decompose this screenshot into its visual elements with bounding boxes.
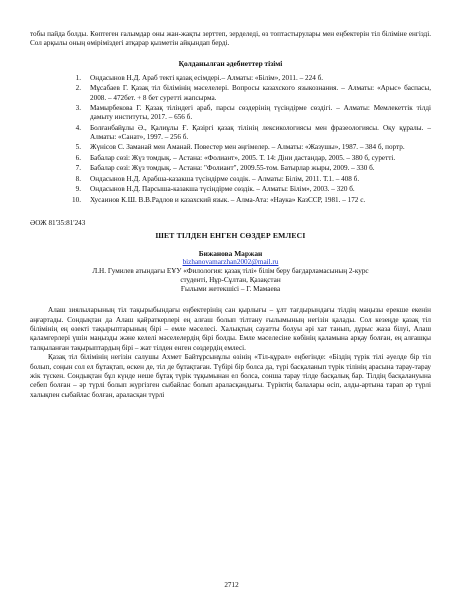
reference-item: 1. Ондасынов Н.Д. Араб тектi қазақ есімдері.– Алматы: «Білім», 2011. – 224 б. [75, 73, 324, 82]
references-heading: Қолданылған әдебиеттер тізімі [178, 58, 283, 68]
references-list [30, 74, 431, 205]
supervisor-line: Ғылыми жетекшісі – Г. Мамаева [180, 285, 281, 294]
article-body [30, 306, 431, 400]
reference-item: 9. Ондасынов Н.Д. Парсыша-казакша түсіндірме сөздік. – Алматы: Білім», 2003. – 320 б. [75, 185, 355, 194]
reference-item: 4. Болғанбайұлы Ә., Қалиұлы Ғ. Қазіргі қазақ тілінің лексикологиясы мен фразеологиясы. Оқу құралы. – Алматы: «Санат», 1997. – 256 б. [75, 123, 431, 141]
intro-paragraph: тобы пайда болды. Көптеген ғалымдар оны жан-жақты зерттеп, зерделеді, өз топтастырулары мен еңбектерін тіл біліміне енгізді. Сол арқылы оның өміріміздегі атқарар қызметін айқындап берді. [30, 30, 431, 48]
reference-item: 5. Жүнісов С. Заманай мен Аманай. Повестер мен әңгімелер. – Алматы: «Жазушы», 1987. – 384 б, портр. [75, 143, 405, 152]
author-email-link[interactable]: bizhanovamarzhan2002@mail.ru [182, 258, 279, 267]
reference-item: 2. Мұсабаев Г. Қазақ тіл білімінің мәселелері. Вопросы казахского языкознания. – Алматы: «Арыс» баспасы, 2008. – 472бет. + 8 бет суретті жапсырма. [75, 84, 431, 102]
reference-item: 7. Бабалар сөзі: Жүз томдық. – Астана: "Фолиант", 2009.55-том. Батырлар жыры, 2009. – 330 б. [75, 164, 375, 173]
reference-item: 3. Мамырбекова Г. Қазақ тіліндегі араб, парсы сөздерінің түсіндірме сөздігі. – Алматы: Мемлекеттік тілді дамыту институты, 2017. – 656 б. [75, 104, 431, 122]
affiliation-line-2: студенті, Нұр-Сұлтан, Қазақстан [180, 276, 281, 285]
body-paragraph: Қазақ тіл білімінің негізін салушы Ахмет Байтұрсынұлы өзінің «Тіл-құрал» еңбегінде: «Біздің түрік тілі әуелде бір тіл болып, соңын сол ел бұтақтап, өскен де, тіл де бұтақтаған. Түбірі бір болса да, түрі басқаланып түрік тілінің арасына тарау-тарау жік түскен. Сондықтан бұл күнде неше бұтақ түрік тұқымынан ел болса, сонша тарау тілде басқалық бар. Тілдің басқалануына себеп болған – әр түрлі болып жүргізген сыбайлас болып араласқандығы. Түріктің балалары өсіп, алды-артына тарап әр түрлі халықпен сыбайлас болған, араласқан түрлі [30, 353, 431, 399]
article-title: ШЕТ ТІЛДЕН ЕНГЕН СӨЗДЕР ЕМЛЕСІ [155, 231, 306, 241]
udc-code: ӘОЖ 81'35:81'243 [30, 219, 86, 228]
reference-item: 6. Бабалар сөзі: Жүз томдық. – Астана: «Фолиант», 2005. Т. 14: Діни дастандар, 2005. – 380 б, суретті. [75, 153, 396, 162]
reference-item: 8. Ондасынов Н.Д. Арабша-казакша түсіндірме сөздік. – Алматы: Білім, 2011. Т.1. – 408 б. [75, 174, 360, 183]
affiliation-line-1: Л.Н. Гумилев атындағы ЕҰУ «Филология: қазақ тілі» білім беру бағдарламасының 2-курс [92, 267, 369, 276]
page-number: 2712 [224, 581, 239, 589]
body-paragraph: Алаш зиялыларының тіл тақырыбындағы еңбектерінің сан қырлығы – ұлт тағдырындағы тілдің маңызы ерекше екенін аңғартады. Сондықтан да Алаш қайраткерлері ең алғаш болып тілтану ғылымының негізін қалады. Сол кезеңде қазақ тіл білімінің ең өзекті тақырыптарының бірі – емле мәселесі. Халықтың сауатты болуы әрі хат танып, дұрыс жаза білуі, Алаш қаламгерлері үшін маңызды және келелі мәселелердің бірі болды. Емле мәселесіне көбінің қаламына арқау болған, ең алғашқы талқыланған тақырыптардың бірі – жат тілден енген сөздердің емлесі. [30, 306, 431, 352]
author-name: Бижанова Маржан [198, 249, 263, 259]
reference-item: 10. Хусаинов К.Ш. В.В.Радлов и казахский язык. – Алма-Ата: «Наука» КазССР, 1981. – 172 с. [72, 195, 366, 204]
